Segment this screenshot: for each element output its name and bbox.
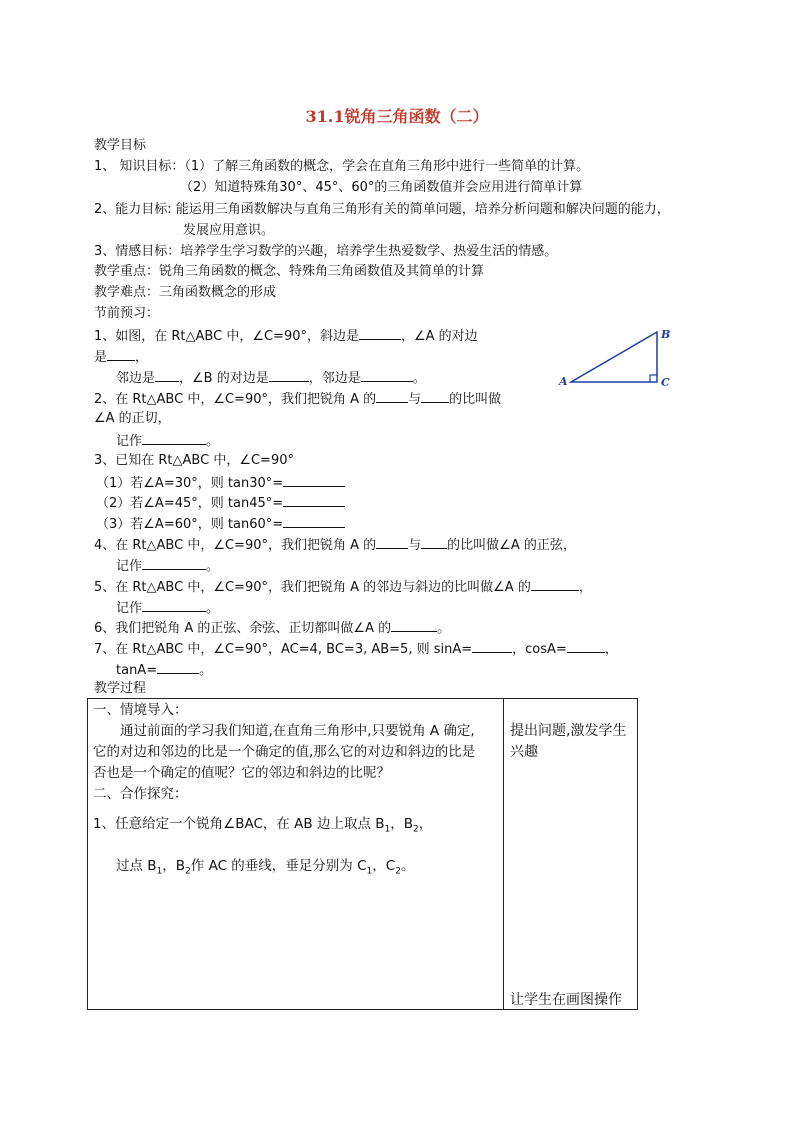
blank (472, 638, 512, 653)
activity-1-line1: 1、任意给定一个锐角∠BAC，在 AB 边上取点 $B_1$，$B_2$， (93, 816, 433, 835)
section-1-line2: 它的对边和邻边的比是一个确定的值,那么它的对边和斜边的比是 (93, 744, 476, 760)
question-1-line1: 1、如图，在 Rt△ABC 中，∠C=90°，斜边是 ，∠A 的对边 (94, 325, 478, 347)
goal-knowledge-2: （2）知道特殊角30°、45°、60°的三角函数值并会应用进行简单计算 (180, 180, 583, 195)
blank (376, 388, 408, 403)
blank (157, 659, 199, 674)
question-7-line1: 7、在 Rt△ABC 中，∠C=90°，AC=4, BC=3, AB=5, 则 sinA= ，cosA= ， (94, 638, 618, 660)
blank (359, 325, 401, 340)
blank (283, 513, 345, 528)
difficulty: 教学难点：三角函数概念的形成 (94, 285, 277, 300)
label-b: B (661, 328, 671, 341)
blank (376, 534, 408, 549)
question-1-line2: 是 ， (94, 346, 148, 368)
blank (155, 367, 179, 382)
goal-ability-2: 发展应用意识。 (183, 223, 275, 238)
goal-knowledge: 1、 知识目标：（1）了解三角函数的概念，学会在直角三角形中进行一些简单的计算。 (94, 159, 590, 174)
label-c: C (661, 376, 670, 389)
question-7-line2: tanA= 。 (116, 659, 212, 681)
right-triangle-figure (553, 322, 678, 390)
question-2-line2: ∠A 的正切， (94, 411, 171, 426)
blank (142, 597, 206, 612)
key-point: 教学重点：锐角三角函数的概念、特殊角三角函数值及其简单的计算 (94, 264, 485, 279)
goals-heading: 教学目标 (94, 138, 147, 153)
blank (142, 555, 206, 570)
blank (421, 388, 449, 403)
question-5-line2: 记作 。 (116, 597, 219, 619)
label-a: A (559, 375, 568, 388)
blank (142, 430, 206, 445)
blank (283, 492, 345, 507)
question-2-line1: 2、在 Rt△ABC 中，∠C=90°，我们把锐角 A 的 与 的比叫做 (94, 388, 501, 410)
blank (107, 346, 135, 361)
section-1-line1: 通过前面的学习我们知道,在直角三角形中,只要锐角 A 确定, (120, 723, 475, 739)
blank (567, 638, 605, 653)
blank (269, 367, 309, 382)
preview-heading: 节前预习： (94, 306, 160, 321)
section-2-heading: 二、合作探究： (93, 786, 188, 802)
question-2-line3: 记作 。 (116, 430, 219, 452)
goal-emotion: 3、情感目标：培养学生学习数学的兴趣，培养学生热爱数学、热爱生活的情感。 (94, 244, 558, 259)
blank (283, 472, 345, 487)
note-top-line2: 兴趣 (510, 744, 538, 760)
note-bottom: 让学生在画图操作 (510, 992, 622, 1008)
question-6: 6、我们把锐角 A 的正弦、余弦、正切都叫做∠A 的 。 (94, 617, 450, 639)
blank (421, 534, 447, 549)
question-4-line2: 记作 。 (116, 555, 219, 577)
process-table (87, 698, 638, 1010)
blank (391, 617, 437, 632)
question-1-line3: 邻边是 ，∠B 的对边是 ，邻边是 。 (116, 367, 426, 389)
question-3-line1: 3、已知在 Rt△ABC 中，∠C=90° (94, 453, 294, 468)
question-5-line1: 5、在 Rt△ABC 中，∠C=90°，我们把锐角 A 的邻边与斜边的比叫做∠A 的 ， (94, 576, 592, 598)
section-1-line3: 否也是一个确定的值呢？它的邻边和斜边的比呢？ (93, 765, 390, 781)
question-4-line1: 4、在 Rt△ABC 中，∠C=90°，我们把锐角 A 的 与 的比叫做∠A 的正弦， (94, 534, 576, 556)
note-top-line1: 提出问题,激发学生 (510, 723, 627, 739)
goal-ability: 2、能力目标: 能运用三角函数解决与直角三角形有关的简单问题，培养分析问题和解决问题的能力， (94, 202, 670, 217)
blank (361, 367, 413, 382)
question-3-part2: （2）若∠A=45°，则 tan45°= (96, 492, 345, 514)
blank (531, 576, 579, 591)
process-heading: 教学过程 (94, 681, 147, 696)
table-column-divider (503, 699, 504, 1009)
triangle-shape (571, 332, 657, 382)
section-1-heading: 一、情境导入： (93, 702, 188, 718)
question-3-part1: （1）若∠A=30°，则 tan30°= (96, 472, 345, 494)
page-title: 31.1锐角三角函数（二） (305, 107, 489, 126)
activity-1-line2: 过点 $B_1$，$B_2$作 AC 的垂线，垂足分别为 $C_1$，$C_2$。 (116, 858, 415, 877)
question-3-part3: （3）若∠A=60°，则 tan60°= (96, 513, 345, 535)
right-angle-marker (650, 375, 657, 382)
